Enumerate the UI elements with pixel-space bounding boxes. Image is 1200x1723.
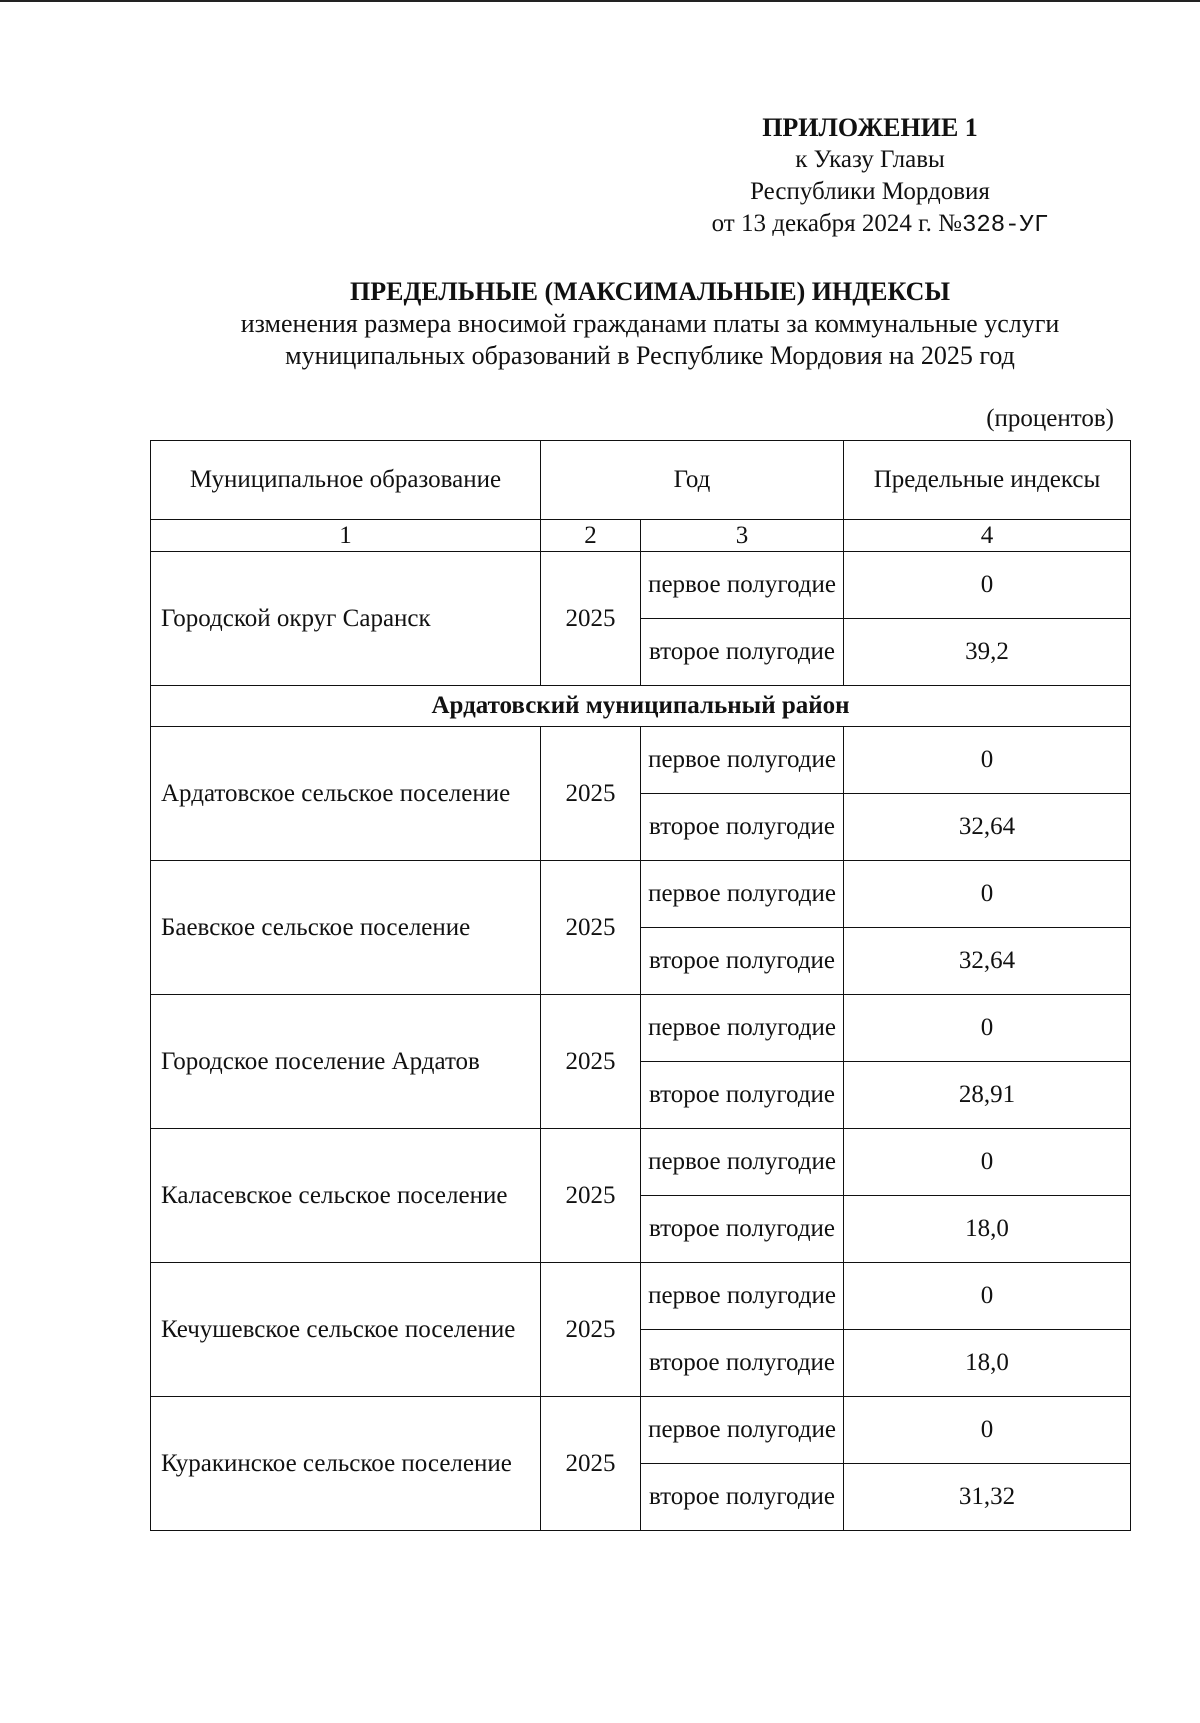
header-municipality: Муниципальное образование: [151, 441, 541, 520]
municipality-name: Куракинское сельское поселение: [151, 1397, 541, 1531]
column-numbers-row: [151, 520, 1131, 552]
index-value: 0: [844, 552, 1131, 619]
column-number: 3: [641, 520, 844, 552]
table-row: [151, 861, 1131, 928]
period-second: второе полугодие: [641, 1464, 844, 1531]
table-header-row: [151, 441, 1131, 520]
header-indices: Предельные индексы: [844, 441, 1131, 520]
section-row: [151, 686, 1131, 727]
header-year: Год: [541, 441, 844, 520]
top-border: [0, 0, 1200, 2]
title-main: ПРЕДЕЛЬНЫЕ (МАКСИМАЛЬНЫЕ) ИНДЕКСЫ: [350, 277, 950, 306]
index-value: 32,64: [844, 928, 1131, 995]
units-label: (процентов): [986, 405, 1114, 432]
index-value: 31,32: [844, 1464, 1131, 1531]
index-value: 39,2: [844, 619, 1131, 686]
year-cell: 2025: [541, 727, 641, 861]
index-value: 28,91: [844, 1062, 1131, 1129]
table-row: [151, 727, 1131, 794]
period-second: второе полугодие: [641, 1330, 844, 1397]
indices-table: [150, 440, 1131, 1531]
period-first: первое полугодие: [641, 727, 844, 794]
period-second: второе полугодие: [641, 794, 844, 861]
period-first: первое полугодие: [641, 1397, 844, 1464]
municipality-name: Каласевское сельское поселение: [151, 1129, 541, 1263]
year-cell: 2025: [541, 1397, 641, 1531]
table-row: [151, 1263, 1131, 1330]
period-first: первое полугодие: [641, 1263, 844, 1330]
year-cell: 2025: [541, 861, 641, 995]
index-value: 0: [844, 727, 1131, 794]
document-title: [150, 276, 1150, 372]
year-cell: 2025: [541, 1263, 641, 1397]
title-sub-2: муниципальных образований в Республике Мордовия на 2025 год: [285, 341, 1015, 370]
section-title: Ардатовский муниципальный район: [151, 686, 1131, 727]
annex-date: 13 декабря: [740, 210, 856, 237]
municipality-name: Городской округ Саранск: [151, 552, 541, 686]
index-value: 0: [844, 861, 1131, 928]
period-first: первое полугодие: [641, 861, 844, 928]
year-cell: 2025: [541, 995, 641, 1129]
index-value: 0: [844, 995, 1131, 1062]
index-value: 0: [844, 1129, 1131, 1196]
column-number: 1: [151, 520, 541, 552]
index-value: 32,64: [844, 794, 1131, 861]
table-row: [151, 995, 1131, 1062]
table-row: [151, 1397, 1131, 1464]
annex-heading: ПРИЛОЖЕНИЕ 1: [762, 113, 978, 142]
annex-year: 2024 г. №: [861, 210, 962, 237]
annex-line-republic: Республики Мордовия: [750, 178, 990, 205]
index-value: 18,0: [844, 1196, 1131, 1263]
index-value: 0: [844, 1263, 1131, 1330]
period-second: второе полугодие: [641, 1062, 844, 1129]
annex-number: 328-УГ: [961, 212, 1049, 239]
municipality-name: Городское поселение Ардатов: [151, 995, 541, 1129]
table-row: [151, 552, 1131, 619]
period-second: второе полугодие: [641, 1196, 844, 1263]
column-number: 2: [541, 520, 641, 552]
period-first: первое полугодие: [641, 995, 844, 1062]
annex-date-line: [650, 208, 1110, 242]
annex-block: [640, 112, 1100, 242]
index-value: 18,0: [844, 1330, 1131, 1397]
annex-date-prefix: от: [711, 210, 735, 237]
municipality-name: Кечушевское сельское поселение: [151, 1263, 541, 1397]
index-value: 0: [844, 1397, 1131, 1464]
municipality-name: Баевское сельское поселение: [151, 861, 541, 995]
table-row: [151, 1129, 1131, 1196]
period-second: второе полугодие: [641, 928, 844, 995]
year-cell: 2025: [541, 1129, 641, 1263]
period-first: первое полугодие: [641, 1129, 844, 1196]
column-number: 4: [844, 520, 1131, 552]
title-sub-1: изменения размера вносимой гражданами платы за коммунальные услуги: [240, 309, 1060, 338]
period-first: первое полугодие: [641, 552, 844, 619]
year-cell: 2025: [541, 552, 641, 686]
municipality-name: Ардатовское сельское поселение: [151, 727, 541, 861]
annex-line-decree: к Указу Главы: [795, 146, 945, 173]
period-second: второе полугодие: [641, 619, 844, 686]
